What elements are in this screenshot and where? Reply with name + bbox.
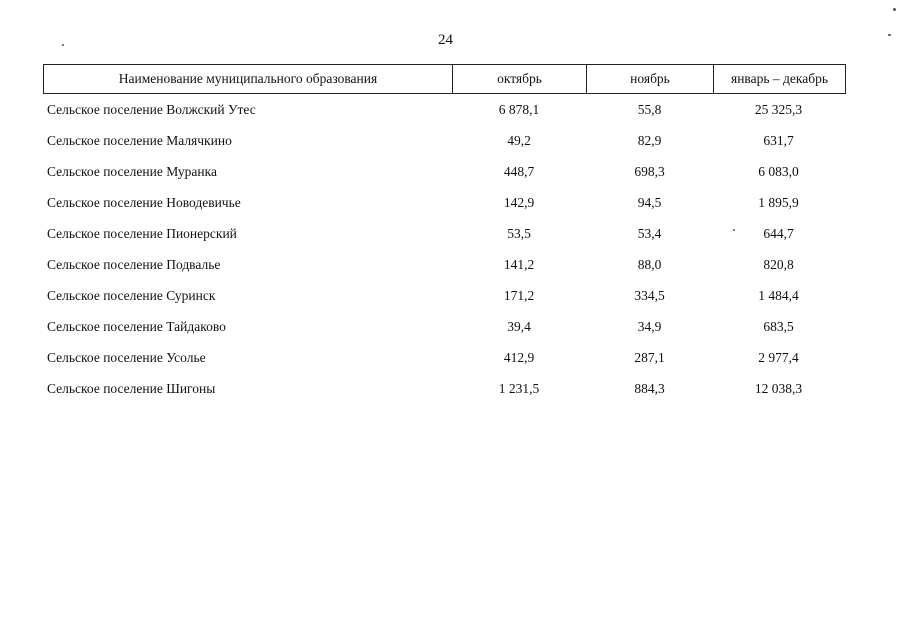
- november-value: 55,8: [637, 101, 662, 117]
- november-value: 698,3: [634, 163, 665, 179]
- october-value: 171,2: [503, 287, 535, 303]
- october-value: 412,9: [503, 349, 535, 365]
- page-number: [0, 32, 905, 49]
- table-row: [43, 218, 846, 249]
- table-row: [43, 156, 846, 187]
- year-value: 1 484,4: [758, 287, 799, 303]
- year-value: 1 895,9: [758, 194, 799, 210]
- header-november: ноябрь: [587, 65, 714, 93]
- municipality-name: Сельское поселение Муранка: [47, 163, 217, 179]
- october-value: 141,2: [503, 256, 535, 272]
- table-row: [43, 249, 846, 280]
- municipality-name: Сельское поселение Малячкино: [47, 132, 232, 148]
- year-value: 12 038,3: [754, 380, 803, 396]
- municipality-name: Сельское поселение Тайдаково: [47, 318, 226, 334]
- november-value: 53,4: [637, 225, 662, 241]
- november-value: 88,0: [637, 256, 662, 272]
- scan-speck: [62, 44, 64, 46]
- table-body: [43, 94, 846, 404]
- municipality-name: Сельское поселение Шигоны: [47, 380, 216, 396]
- table-row: [43, 280, 846, 311]
- table-row: [43, 373, 846, 404]
- scan-speck: [893, 8, 896, 11]
- table-row: [43, 94, 846, 125]
- scan-speck: [733, 229, 735, 231]
- october-value: 53,5: [507, 225, 531, 241]
- municipality-name: Сельское поселение Подвалье: [47, 256, 221, 272]
- table-row: [43, 187, 846, 218]
- october-value: 448,7: [503, 163, 535, 179]
- year-value: 25 325,3: [754, 101, 803, 117]
- october-value: 142,9: [503, 194, 535, 210]
- october-value: 6 878,1: [498, 101, 540, 117]
- year-value: 6 083,0: [758, 163, 799, 179]
- header-municipality: Наименование муниципального образования: [44, 65, 453, 93]
- november-value: 34,9: [637, 318, 662, 334]
- year-value: 644,7: [763, 225, 794, 241]
- november-value: 884,3: [634, 380, 665, 396]
- november-value: 287,1: [634, 349, 665, 365]
- header-year: январь – декабрь: [730, 71, 828, 86]
- october-value: 49,2: [507, 132, 531, 148]
- municipality-name: Сельское поселение Усолье: [47, 349, 206, 365]
- municipality-name: Сельское поселение Суринск: [47, 287, 216, 303]
- table-row: [43, 342, 846, 373]
- municipality-name: Сельское поселение Новодевичье: [47, 194, 241, 210]
- october-value: 1 231,5: [498, 380, 540, 396]
- scan-speck: [888, 34, 891, 36]
- year-value: 820,8: [763, 256, 794, 272]
- page-number-text: 24: [438, 32, 453, 48]
- municipality-name: Сельское поселение Пионерский: [47, 225, 237, 241]
- table-row: [43, 125, 846, 156]
- header-october: октябрь: [453, 65, 587, 93]
- year-value: 2 977,4: [758, 349, 799, 365]
- year-value: 683,5: [763, 318, 794, 334]
- year-value: 631,7: [763, 132, 794, 148]
- october-value: 39,4: [507, 318, 531, 334]
- november-value: 82,9: [637, 132, 662, 148]
- table-header: [43, 64, 846, 94]
- november-value: 334,5: [634, 287, 665, 303]
- municipality-name: Сельское поселение Волжский Утес: [47, 101, 256, 117]
- table-row: [43, 311, 846, 342]
- november-value: 94,5: [637, 194, 662, 210]
